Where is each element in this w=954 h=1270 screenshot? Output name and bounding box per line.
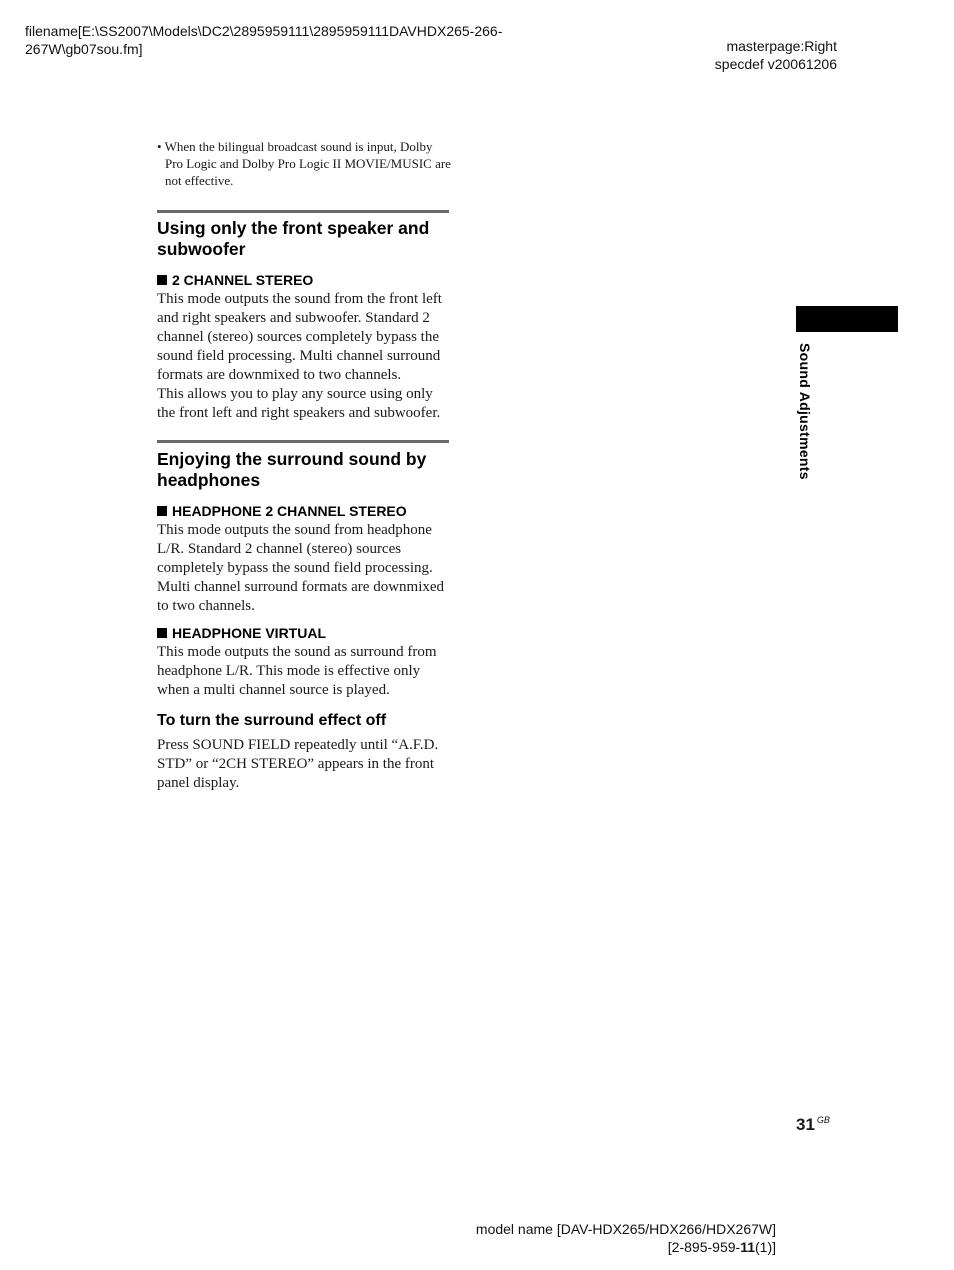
page-number: 31 $^{GB}$ bbox=[796, 1115, 830, 1134]
square-bullet-icon bbox=[157, 506, 167, 516]
paragraph: This mode outputs the sound as surround from headphone L/R. This mode is effective only when a multi channel source is played. bbox=[157, 644, 437, 698]
masterpage-label: masterpage:Right bbox=[726, 38, 837, 54]
section-front-speaker bbox=[157, 210, 449, 423]
filename-line-1: filename[E:\SS2007\Models\DC2\2895959111\2895959111DAVHDX265-266- bbox=[25, 23, 503, 39]
subsection-title: HEADPHONE 2 CHANNEL STEREO bbox=[157, 503, 449, 520]
subsection-title: 2 CHANNEL STEREO bbox=[157, 272, 449, 289]
section-headphones bbox=[157, 440, 449, 793]
side-section-label: Sound Adjustments bbox=[797, 343, 813, 480]
filename-line-2: 267W\gb07sou.fm] bbox=[25, 41, 143, 57]
masterpage-header bbox=[715, 37, 837, 73]
section-heading: Enjoying the surround sound by headphones bbox=[157, 449, 427, 490]
subsection-title: To turn the surround effect off bbox=[157, 712, 387, 729]
paragraph: Press SOUND FIELD repeatedly until “A.F.D. STD” or “2CH STEREO” appears in the front panel display. bbox=[157, 737, 439, 791]
bullet-note: • When the bilingual broadcast sound is input, Dolby Pro Logic and Dolby Pro Logic II MOVIE/MUSIC are not effective. bbox=[157, 139, 451, 188]
paragraph: This mode outputs the sound from the front left and right speakers and subwoofer. Standard 2 channel (stereo) sources completely bypass the sound field processing. Multi channel surround formats are downmixed to two channels. bbox=[157, 291, 442, 383]
paragraph: This mode outputs the sound from headphone L/R. Standard 2 channel (stereo) sources completely bypass the sound field processing. Multi channel surround formats are downmixed to two channels. bbox=[157, 522, 445, 614]
specdef-label: specdef v20061206 bbox=[714, 56, 837, 72]
subsection-title: HEADPHONE VIRTUAL bbox=[157, 625, 449, 642]
paragraph: This allows you to play any source using only the front left and right speakers and subwoofer. bbox=[157, 386, 441, 421]
section-heading: Using only the front speaker and subwoofer bbox=[157, 218, 430, 259]
page-region-suffix: GB bbox=[816, 1115, 830, 1125]
square-bullet-icon bbox=[157, 275, 167, 285]
square-bullet-icon bbox=[157, 628, 167, 638]
footer bbox=[476, 1220, 776, 1256]
filename-header bbox=[25, 22, 545, 58]
part-code: [2-895-959-11(1)] bbox=[667, 1239, 776, 1255]
section-tab-marker bbox=[796, 306, 898, 332]
model-name: model name [DAV-HDX265/HDX266/HDX267W] bbox=[475, 1221, 776, 1237]
